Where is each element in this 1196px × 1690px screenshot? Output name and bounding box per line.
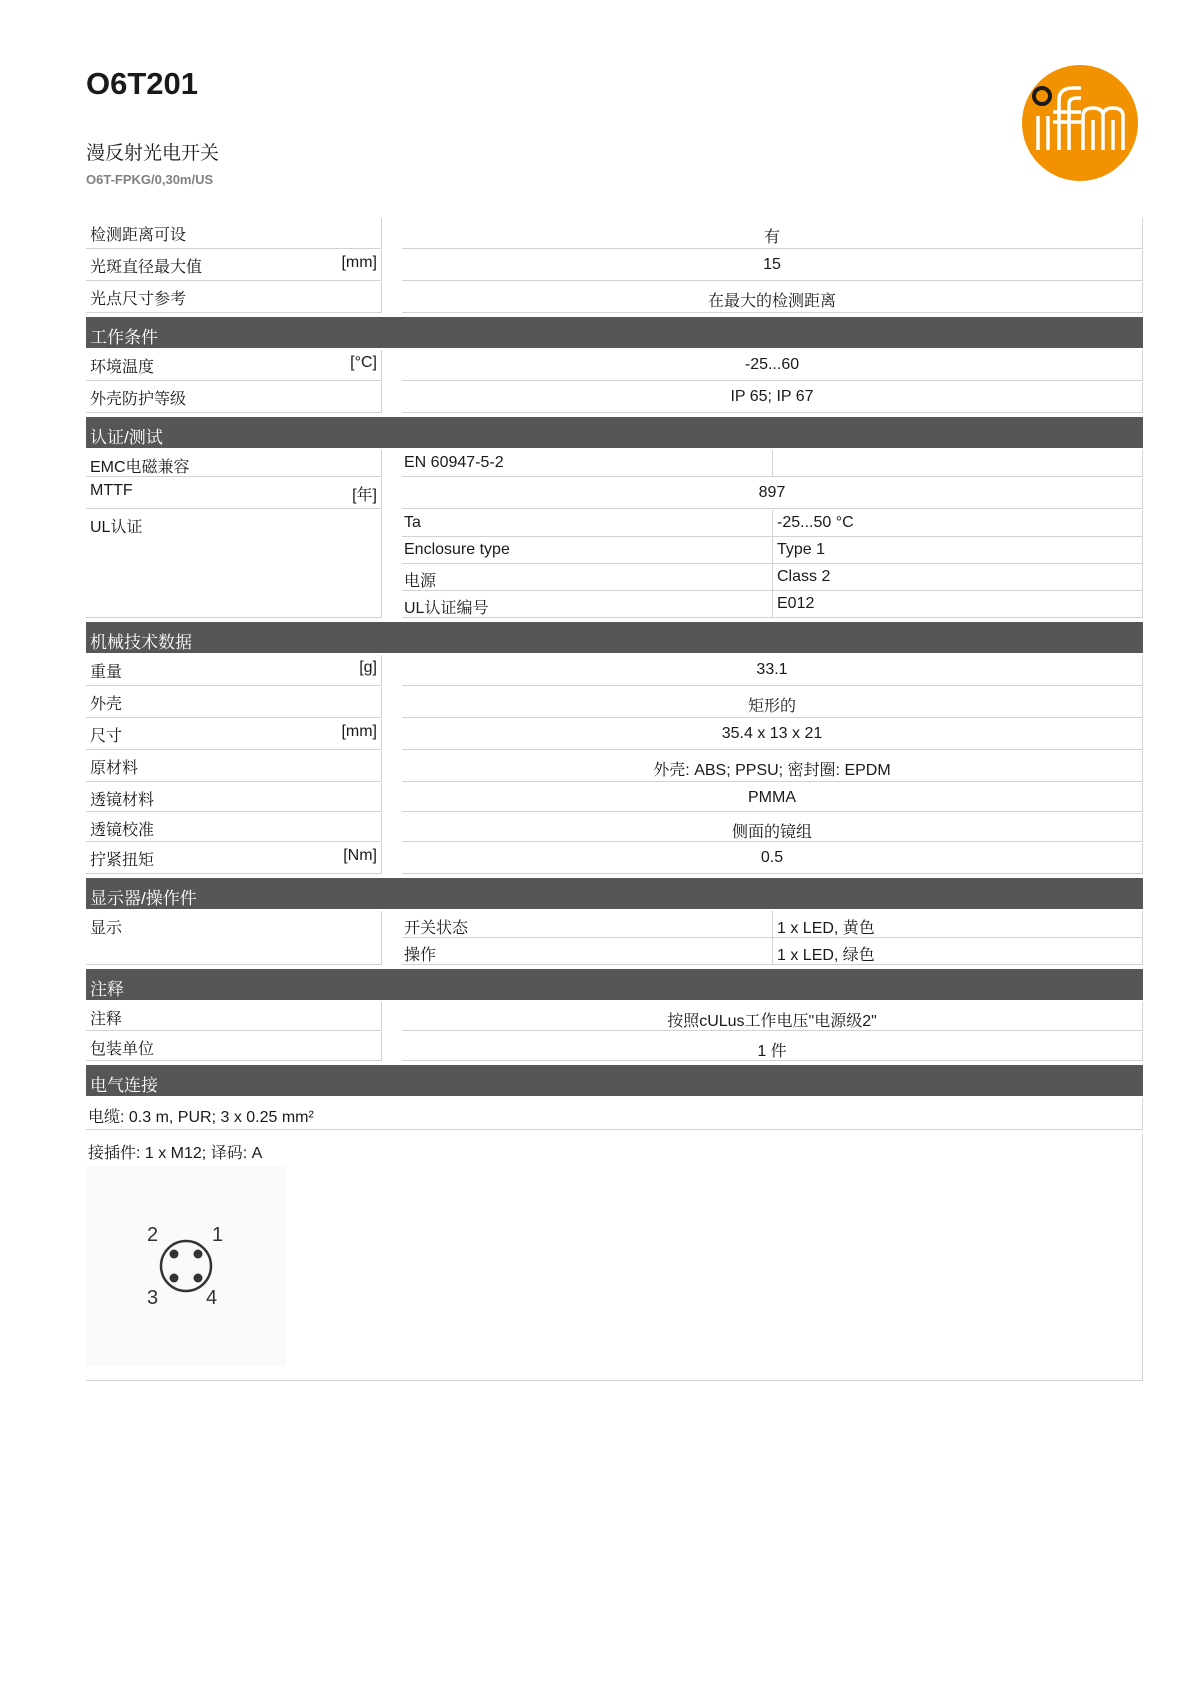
spec-row <box>86 655 1143 686</box>
cable-spec: 电缆: 0.3 m, PUR; 3 x 0.25 mm² <box>86 1098 1143 1130</box>
spec-row-display <box>86 911 1143 965</box>
spec-row <box>86 1032 1143 1061</box>
pin-3 <box>170 1274 179 1283</box>
spec-label: 外壳防护等级 <box>86 382 382 413</box>
ul-row: 电源 Class 2 <box>402 564 1143 591</box>
product-variant: O6T-FPKG/0,30m/US <box>86 172 214 187</box>
section-header-operating: 工作条件 <box>86 317 1143 348</box>
spec-sheet <box>86 218 1143 1381</box>
connector-face <box>161 1241 211 1291</box>
display-row: 操作 1 x LED, 绿色 <box>402 938 1143 965</box>
spec-label: MTTF [年] <box>86 478 382 509</box>
spec-label: 检测距离可设 <box>86 218 382 249</box>
spec-value: 35.4 x 13 x 21 <box>402 719 1143 750</box>
spec-row <box>86 783 1143 812</box>
section-header-display: 显示器/操作件 <box>86 878 1143 909</box>
spec-value: 1 件 <box>402 1032 1143 1061</box>
spec-row <box>86 751 1143 782</box>
spec-label: 拧紧扭矩 [Nm] <box>86 843 382 874</box>
spec-row-emc <box>86 450 1143 477</box>
pin-4 <box>194 1274 203 1283</box>
spec-row <box>86 719 1143 750</box>
ifm-logo <box>1021 64 1139 182</box>
product-description: 漫反射光电开关 <box>86 143 220 164</box>
spec-value: EN 60947-5-2 <box>402 450 773 477</box>
spec-label: 透镜校准 <box>86 813 382 842</box>
spec-value: IP 65; IP 67 <box>402 382 1143 413</box>
product-code: O6T201 <box>86 66 199 101</box>
spec-value: 15 <box>402 250 1143 281</box>
spec-value: 在最大的检测距离 <box>402 282 1143 313</box>
spec-value: 有 <box>402 218 1143 249</box>
spec-row <box>86 350 1143 381</box>
spec-label: 显示 <box>86 911 382 965</box>
section-header-notes: 注释 <box>86 969 1143 1000</box>
pin-label: 4 <box>206 1287 218 1309</box>
pin-diagram <box>86 1166 286 1366</box>
display-row: 开关状态 1 x LED, 黄色 <box>402 911 1143 938</box>
spec-row-mttf <box>86 478 1143 509</box>
spec-value: 33.1 <box>402 655 1143 686</box>
spec-value: 矩形的 <box>402 687 1143 718</box>
spec-value: 按照cULus工作电压"电源级2" <box>402 1002 1143 1031</box>
section-header-mechanical: 机械技术数据 <box>86 622 1143 653</box>
spec-label: 重量 [g] <box>86 655 382 686</box>
pin-label: 2 <box>147 1224 159 1246</box>
spec-row-ul <box>86 510 1143 618</box>
spec-value: PMMA <box>402 783 1143 812</box>
spec-value: -25...60 <box>402 350 1143 381</box>
section-header-approvals: 认证/测试 <box>86 417 1143 448</box>
spec-row <box>86 282 1143 313</box>
spec-row <box>86 687 1143 718</box>
spec-row <box>86 382 1143 413</box>
spec-row <box>86 218 1143 249</box>
ul-row: Ta -25...50 °C <box>402 510 1143 537</box>
spec-row <box>86 250 1143 281</box>
spec-value: 外壳: ABS; PPSU; 密封圈: EPDM <box>402 751 1143 782</box>
spec-label: 原材料 <box>86 751 382 782</box>
spec-label: UL认证 <box>86 510 382 618</box>
pin-label: 3 <box>147 1287 159 1309</box>
pin-label: 1 <box>212 1224 224 1246</box>
connector-spec <box>86 1134 1143 1381</box>
ul-row: UL认证编号 E012 <box>402 591 1143 618</box>
spec-label: 环境温度 [°C] <box>86 350 382 381</box>
spec-label: 透镜材料 <box>86 783 382 812</box>
spec-value: 897 <box>402 478 1143 509</box>
spec-row <box>86 813 1143 842</box>
pin-1 <box>194 1250 203 1259</box>
spec-value: 0.5 <box>402 843 1143 874</box>
connector-text: 接插件: 1 x M12; 译码: A <box>88 1145 263 1162</box>
spec-row <box>86 1002 1143 1031</box>
spec-label: 光点尺寸参考 <box>86 282 382 313</box>
spec-value: 侧面的镜组 <box>402 813 1143 842</box>
spec-label: 外壳 <box>86 687 382 718</box>
spec-label: 光斑直径最大值 [mm] <box>86 250 382 281</box>
spec-row <box>86 843 1143 874</box>
spec-label: 注释 <box>86 1002 382 1031</box>
spec-label: 包装单位 <box>86 1032 382 1061</box>
pin-2 <box>170 1250 179 1259</box>
spec-label: EMC电磁兼容 <box>86 450 382 477</box>
ul-row: Enclosure type Type 1 <box>402 537 1143 564</box>
section-header-electrical: 电气连接 <box>86 1065 1143 1096</box>
spec-label: 尺寸 [mm] <box>86 719 382 750</box>
